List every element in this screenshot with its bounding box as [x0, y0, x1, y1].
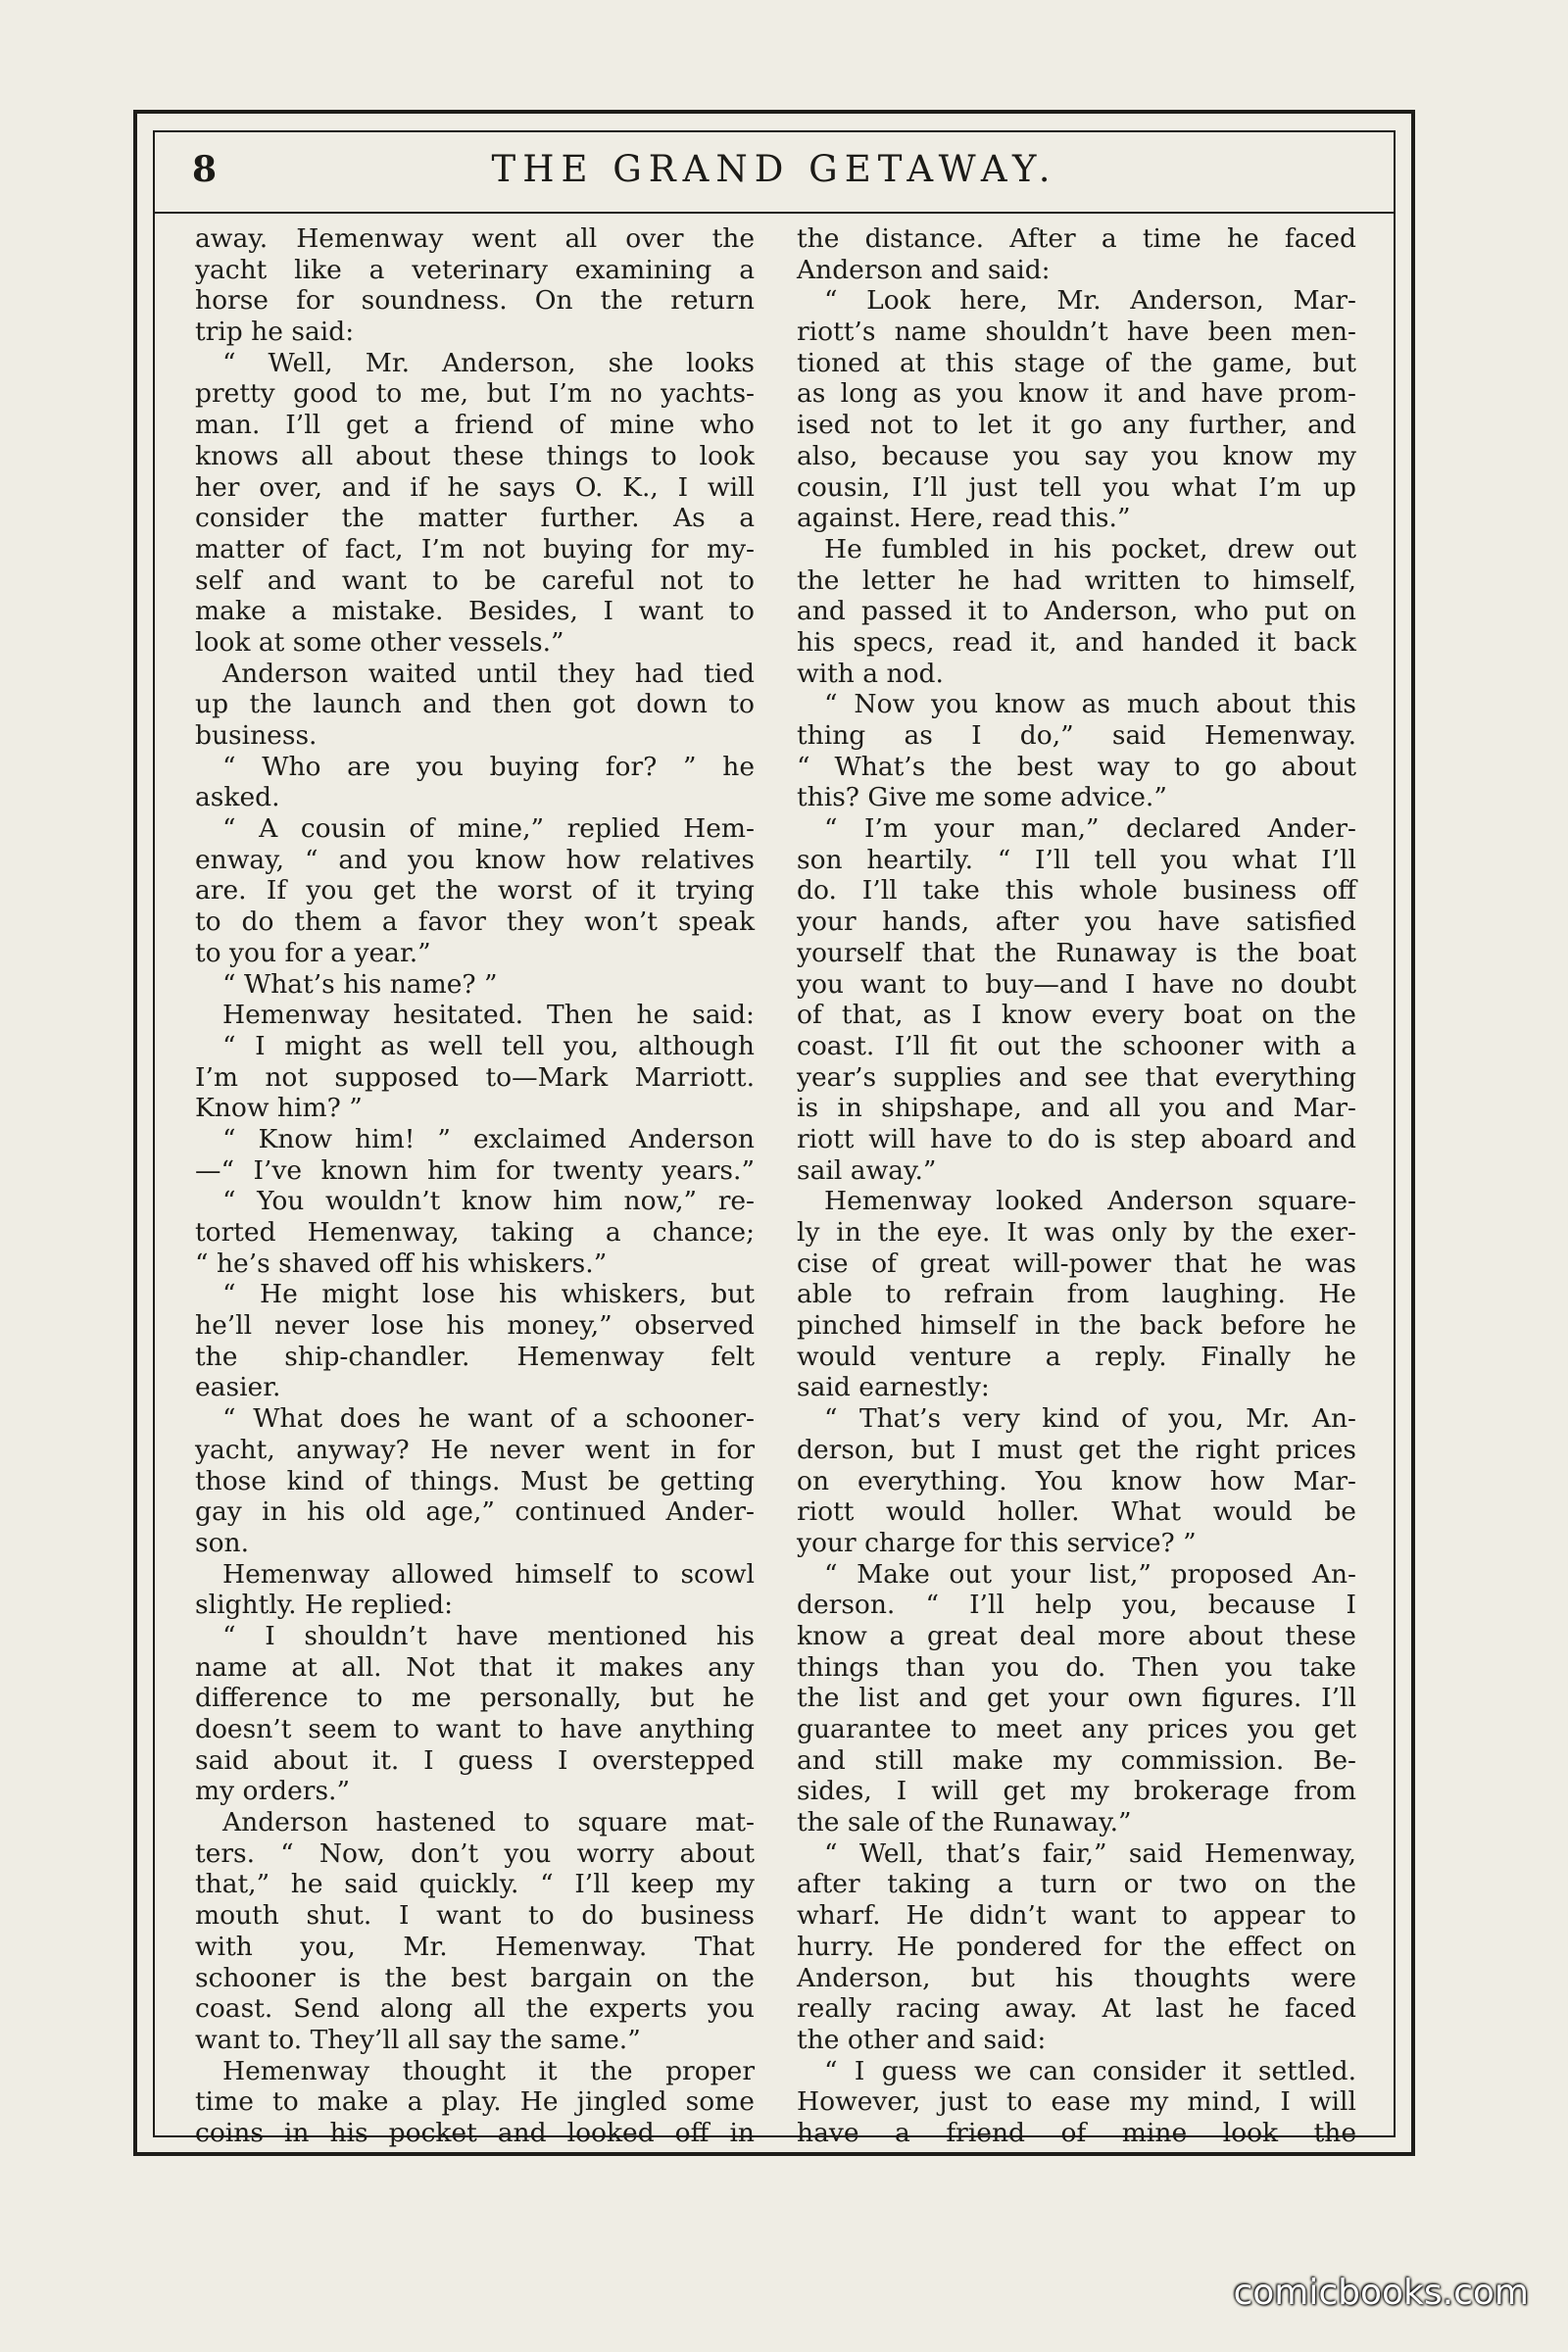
text-line: “ Look here, Mr. Anderson, Mar- — [824, 285, 1356, 317]
text-line: want to. They’ll all say the same.” — [195, 2024, 641, 2055]
text-column-right — [797, 223, 1356, 2148]
text-line: “ That’s very kind of you, Mr. An- — [824, 1403, 1356, 1435]
text-line: of that, as I know every boat on the — [797, 1000, 1356, 1031]
text-line: self and want to be careful not to — [195, 564, 755, 596]
text-line: “ You wouldn’t know him now,” re- — [222, 1186, 755, 1217]
text-line: her over, and if he says O. K., I will — [195, 471, 755, 503]
text-line: schooner is the best bargain on the — [195, 1962, 755, 1993]
text-line: said earnestly: — [797, 1372, 990, 1403]
text-line: Hemenway thought it the proper — [222, 2055, 755, 2086]
text-line: and passed it to Anderson, who put on — [797, 596, 1356, 627]
text-line: ters. “ Now, don’t you worry about — [195, 1838, 755, 1869]
text-line: the letter he had written to himself, — [797, 564, 1356, 596]
text-line: —“ I’ve known him for twenty years.” — [195, 1154, 755, 1186]
text-line: name at all. Not that it makes any — [195, 1651, 755, 1683]
text-line: Anderson waited until they had tied — [222, 658, 755, 689]
text-line: with a nod. — [797, 658, 944, 689]
text-line: consider the matter further. As a — [195, 503, 755, 534]
text-line: have a friend of mine look the — [797, 2117, 1356, 2148]
text-line: this? Give me some advice.” — [797, 782, 1167, 813]
text-line: man. I’ll get a friend of mine who — [195, 410, 755, 441]
text-line: do. I’ll take this whole business off — [797, 875, 1356, 906]
text-line: Anderson and said: — [797, 254, 1051, 285]
text-line: “ I shouldn’t have mentioned his — [222, 1620, 755, 1651]
text-line: you want to buy—and I have no doubt — [797, 968, 1356, 1000]
text-line: torted Hemenway, taking a chance; — [195, 1217, 755, 1248]
text-line: I’m not supposed to—Mark Marriott. — [195, 1061, 755, 1093]
text-line: year’s supplies and see that everything — [797, 1061, 1356, 1093]
text-line: yourself that the Runaway is the boat — [797, 937, 1356, 968]
text-column-left — [195, 223, 755, 2148]
text-line: “ he’s shaved off his whiskers.” — [195, 1248, 608, 1279]
text-line: know a great deal more about these — [797, 1620, 1356, 1651]
text-line: son. — [195, 1527, 250, 1558]
page-number: 8 — [192, 149, 218, 190]
text-line: derson. “ I’ll help you, because I — [797, 1590, 1356, 1621]
text-line: his specs, read it, and handed it back — [797, 626, 1356, 658]
text-line: “ He might lose his whiskers, but — [222, 1279, 755, 1310]
text-line: the distance. After a time he faced — [797, 223, 1356, 254]
text-line: “ Well, that’s fair,” said Hemenway, — [824, 1838, 1356, 1869]
text-line: “ What’s his name? ” — [222, 968, 498, 1000]
text-line: pinched himself in the back before he — [797, 1310, 1356, 1342]
text-line: He fumbled in his pocket, drew out — [824, 533, 1356, 564]
text-line: business. — [195, 720, 318, 751]
text-line: asked. — [195, 782, 280, 813]
text-line: the sale of the Runaway.” — [797, 1807, 1132, 1838]
text-line: the list and get your own figures. I’ll — [797, 1683, 1356, 1714]
text-line: matter of fact, I’m not buying for my- — [195, 533, 755, 564]
text-line: knows all about these things to look — [195, 440, 755, 471]
text-line: ly in the eye. It was only by the exer- — [797, 1217, 1356, 1248]
text-line: guarantee to meet any prices you get — [797, 1714, 1356, 1744]
text-line: look at some other vessels.” — [195, 626, 564, 658]
text-line: slightly. He replied: — [195, 1590, 454, 1621]
text-line: trip he said: — [195, 317, 355, 348]
text-line: yacht, anyway? He never went in for — [195, 1434, 755, 1465]
text-line: “ I might as well tell you, although — [222, 1030, 755, 1061]
text-line: and still make my commission. Be- — [797, 1744, 1356, 1776]
text-line: derson, but I must get the right prices — [797, 1434, 1356, 1465]
text-line: said about it. I guess I overstepped — [195, 1744, 755, 1776]
text-line: yacht like a veterinary examining a — [195, 254, 755, 285]
text-line: “ What’s the best way to go about — [797, 751, 1356, 782]
text-line: Hemenway allowed himself to scowl — [222, 1558, 755, 1590]
text-line: son heartily. “ I’ll tell you what I’ll — [797, 844, 1356, 875]
text-line: the ship-chandler. Hemenway felt — [195, 1341, 755, 1372]
text-line: wharf. He didn’t want to appear to — [797, 1900, 1356, 1932]
text-line: Anderson hastened to square mat- — [222, 1807, 755, 1838]
text-line: ised not to let it go any further, and — [797, 410, 1356, 441]
text-line: sail away.” — [797, 1154, 937, 1186]
text-line: after taking a turn or two on the — [797, 1869, 1356, 1900]
text-line: gay in his old age,” continued Ander- — [195, 1496, 755, 1528]
text-line: those kind of things. Must be getting — [195, 1465, 755, 1496]
text-line: up the launch and then got down to — [195, 689, 755, 720]
text-line: riott would holler. What would be — [797, 1496, 1356, 1528]
text-line: with you, Mr. Hemenway. That — [195, 1931, 755, 1962]
text-line: on everything. You know how Mar- — [797, 1465, 1356, 1496]
text-line: thing as I do,” said Hemenway. — [797, 720, 1356, 751]
text-line: “ Make out your list,” proposed An- — [824, 1558, 1356, 1590]
text-line: your charge for this service? ” — [797, 1527, 1197, 1558]
text-line: riott’s name shouldn’t have been men- — [797, 317, 1356, 348]
text-line: is in shipshape, and all you and Mar- — [797, 1093, 1356, 1124]
text-line: coast. Send along all the experts you — [195, 1993, 755, 2025]
text-line: Hemenway looked Anderson square- — [824, 1186, 1356, 1217]
text-line: “ Now you know as much about this — [824, 689, 1356, 720]
text-line: tioned at this stage of the game, but — [797, 347, 1356, 378]
text-line: as long as you know it and have prom- — [797, 378, 1356, 410]
text-line: “ Who are you buying for? ” he — [222, 751, 755, 782]
text-line: Anderson, but his thoughts were — [797, 1962, 1356, 1993]
text-line: doesn’t seem to want to have anything — [195, 1714, 755, 1744]
text-line: “ What does he want of a schooner- — [222, 1403, 755, 1435]
text-line: your hands, after you have satisfied — [797, 906, 1356, 938]
text-line: cise of great will-power that he was — [797, 1248, 1356, 1279]
text-line: difference to me personally, but he — [195, 1683, 755, 1714]
text-line: also, because you say you know my — [797, 440, 1356, 471]
text-line: to you for a year.” — [195, 937, 431, 968]
text-line: able to refrain from laughing. He — [797, 1279, 1356, 1310]
watermark: comicbooks.com — [1233, 2273, 1529, 2313]
text-line: “ I guess we can consider it settled. — [824, 2055, 1356, 2086]
text-line: cousin, I’ll just tell you what I’m up — [797, 471, 1356, 503]
text-line: would venture a reply. Finally he — [797, 1341, 1356, 1372]
text-line: my orders.” — [195, 1776, 351, 1807]
text-line: sides, I will get my brokerage from — [797, 1776, 1356, 1807]
text-line: things than you do. Then you take — [797, 1651, 1356, 1683]
text-line: However, just to ease my mind, I will — [797, 2086, 1356, 2118]
text-line: make a mistake. Besides, I want to — [195, 596, 755, 627]
text-line: that,” he said quickly. “ I’ll keep my — [195, 1869, 755, 1900]
text-line: horse for soundness. On the return — [195, 285, 755, 317]
text-line: pretty good to me, but I’m no yachts- — [195, 378, 755, 410]
text-line: against. Here, read this.” — [797, 503, 1131, 534]
running-title: THE GRAND GETAWAY. — [491, 148, 1057, 190]
text-line: time to make a play. He jingled some — [195, 2086, 755, 2118]
page-header — [153, 130, 1396, 214]
text-line: hurry. He pondered for the effect on — [797, 1931, 1356, 1962]
text-line: “ Well, Mr. Anderson, she looks — [222, 347, 755, 378]
text-line: “ A cousin of mine,” replied Hem- — [222, 813, 755, 845]
text-line: to do them a favor they won’t speak — [195, 906, 755, 938]
text-line: really racing away. At last he faced — [797, 1993, 1356, 2025]
text-line: away. Hemenway went all over the — [195, 223, 755, 254]
text-line: easier. — [195, 1372, 281, 1403]
text-line: mouth shut. I want to do business — [195, 1900, 755, 1932]
text-line: Know him? ” — [195, 1093, 363, 1124]
text-line: riott will have to do is step aboard and — [797, 1123, 1356, 1154]
text-line: enway, “ and you know how relatives — [195, 844, 755, 875]
text-line: the other and said: — [797, 2024, 1047, 2055]
text-line: “ Know him! ” exclaimed Anderson — [222, 1123, 755, 1154]
text-line: “ I’m your man,” declared Ander- — [824, 813, 1356, 845]
text-line: coast. I’ll fit out the schooner with a — [797, 1030, 1356, 1061]
text-line: are. If you get the worst of it trying — [195, 875, 755, 906]
text-line: coins in his pocket and looked off in — [195, 2117, 755, 2148]
text-line: he’ll never lose his money,” observed — [195, 1310, 755, 1342]
text-line: Hemenway hesitated. Then he said: — [222, 1000, 755, 1031]
